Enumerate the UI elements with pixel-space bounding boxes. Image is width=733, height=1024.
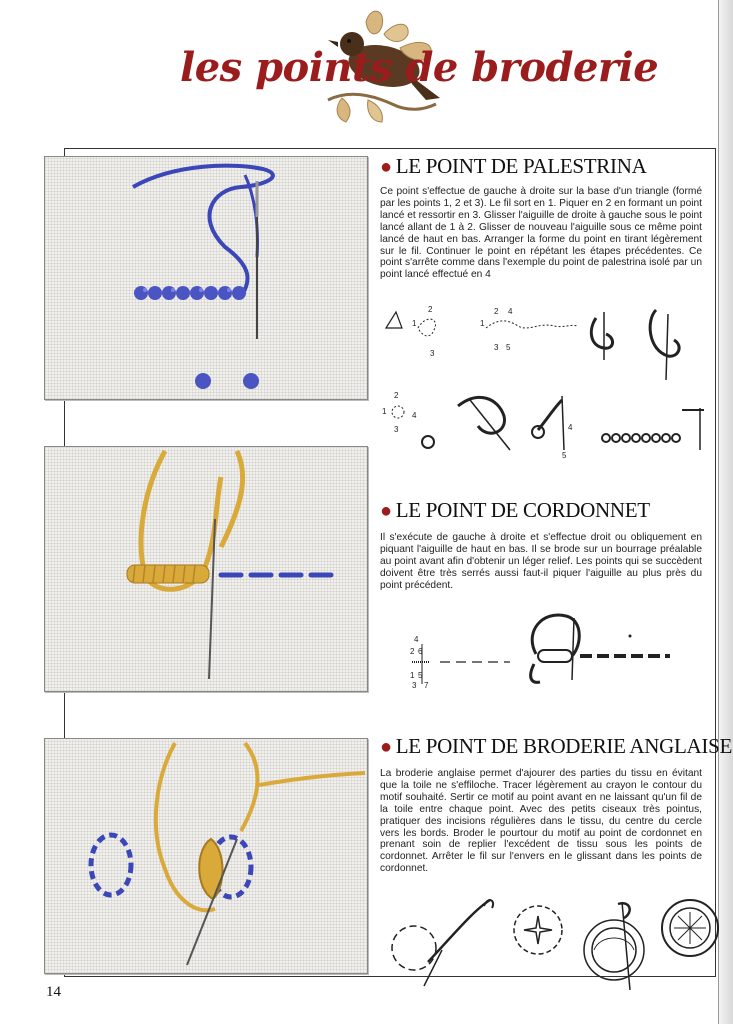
diagram-number: 2: [428, 305, 433, 314]
diagram-number: 3: [412, 681, 417, 690]
palestrina-photo: [44, 156, 368, 400]
diagram-number: 5: [562, 451, 567, 460]
diagram-number: 1: [382, 407, 387, 416]
diagram-number: 5: [506, 343, 511, 352]
section-text-cordonnet: Il s'exécute de gauche à droite et s'effectue droit ou obliquement en piquant l'aiguille de haut en bas. Il se brode sur un bourrage préalable au point avant afin d'obtenir un léger relief. Les points qui se succèdent doivent être très serrés aussi faut-il piquer l'aiguille au plus près du point précédent.: [380, 532, 702, 591]
diagram-number: 6: [418, 647, 423, 656]
page-edge: [719, 0, 733, 1024]
diagram-number: 2: [394, 391, 399, 400]
diagram-number: 1: [480, 319, 485, 328]
broderie-anglaise-diagram: [384, 894, 720, 994]
page-title: les points de broderie: [180, 44, 659, 91]
diagram-number: 2: [410, 647, 415, 656]
diagram-number: 4: [568, 423, 573, 432]
section-text-palestrina: Ce point s'effectue de gauche à droite sur la base d'un triangle (formé par les points 1, 2 et 3). Le fil sort en 1. Piquer en 2 en formant un point lancé et ressortir en 3. Glisser l'aiguille de droite à gauche sous le point lancé allant de 1 à 2. Glisser de nouveau l'aiguille sous ce même point lancé de haut en bas. Arranger la forme du point en tirant légèrement sur le fil. Continuer le point en répétant les étapes précédentes. Ce point s'arrête comme dans l'exemple du point de palestrina isolé par un point lancé effectué en 4: [380, 186, 702, 281]
section-title-text: LE POINT DE CORDONNET: [395, 498, 650, 522]
diagram-number: 4: [414, 635, 419, 644]
broderie-anglaise-photo-illustration: [45, 739, 367, 973]
broderie-anglaise-photo: [44, 738, 368, 974]
palestrina-photo-illustration: [45, 157, 367, 399]
bullet-icon: ●: [380, 156, 392, 178]
diagram-number: 3: [430, 349, 435, 358]
diagram-number: 1: [410, 671, 415, 680]
section-title-text: LE POINT DE BRODERIE ANGLAISE: [395, 734, 733, 758]
section-title-cordonnet: [380, 498, 650, 523]
bullet-icon: ●: [380, 500, 392, 522]
bullet-icon: ●: [380, 736, 392, 758]
palestrina-diagram: [378, 300, 718, 460]
page-edge-line: [718, 0, 719, 1024]
diagram-number: 7: [424, 681, 429, 690]
section-title-text: LE POINT DE PALESTRINA: [395, 154, 647, 178]
diagram-number: 2: [494, 307, 499, 316]
cordonnet-photo: [44, 446, 368, 692]
diagram-number: 1: [412, 319, 417, 328]
diagram-number: 3: [494, 343, 499, 352]
diagram-number: 4: [412, 411, 417, 420]
section-title-palestrina: [380, 154, 646, 179]
cordonnet-photo-illustration: [45, 447, 367, 691]
diagram-number: 5: [418, 671, 423, 680]
section-title-broderie-anglaise: [380, 734, 732, 759]
diagram-number: 3: [394, 425, 399, 434]
section-text-broderie-anglaise: La broderie anglaise permet d'ajourer des parties du tissu en évitant que la toile ne s'effiloche. Tracer légèrement au crayon le contour du motif souhaité. Sertir ce motif au point avant en ne laissant qu'un fil de la toile entre chaque point. Avec des petits ciseaux très pointus, pratiquer des incisions régulières dans le tissu, du centre du cercle vers les bords. Broder le pourtour du motif au point de cordonnet en prenant soin de replier l'excédent de tissu sous les points de cordonnet. Arrêter le fil sur l'envers en le glissant dans les points de cordonnet.: [380, 768, 702, 875]
page-number: 14: [46, 984, 61, 1000]
cordonnet-diagram: [400, 604, 710, 694]
diagram-number: 4: [508, 307, 513, 316]
